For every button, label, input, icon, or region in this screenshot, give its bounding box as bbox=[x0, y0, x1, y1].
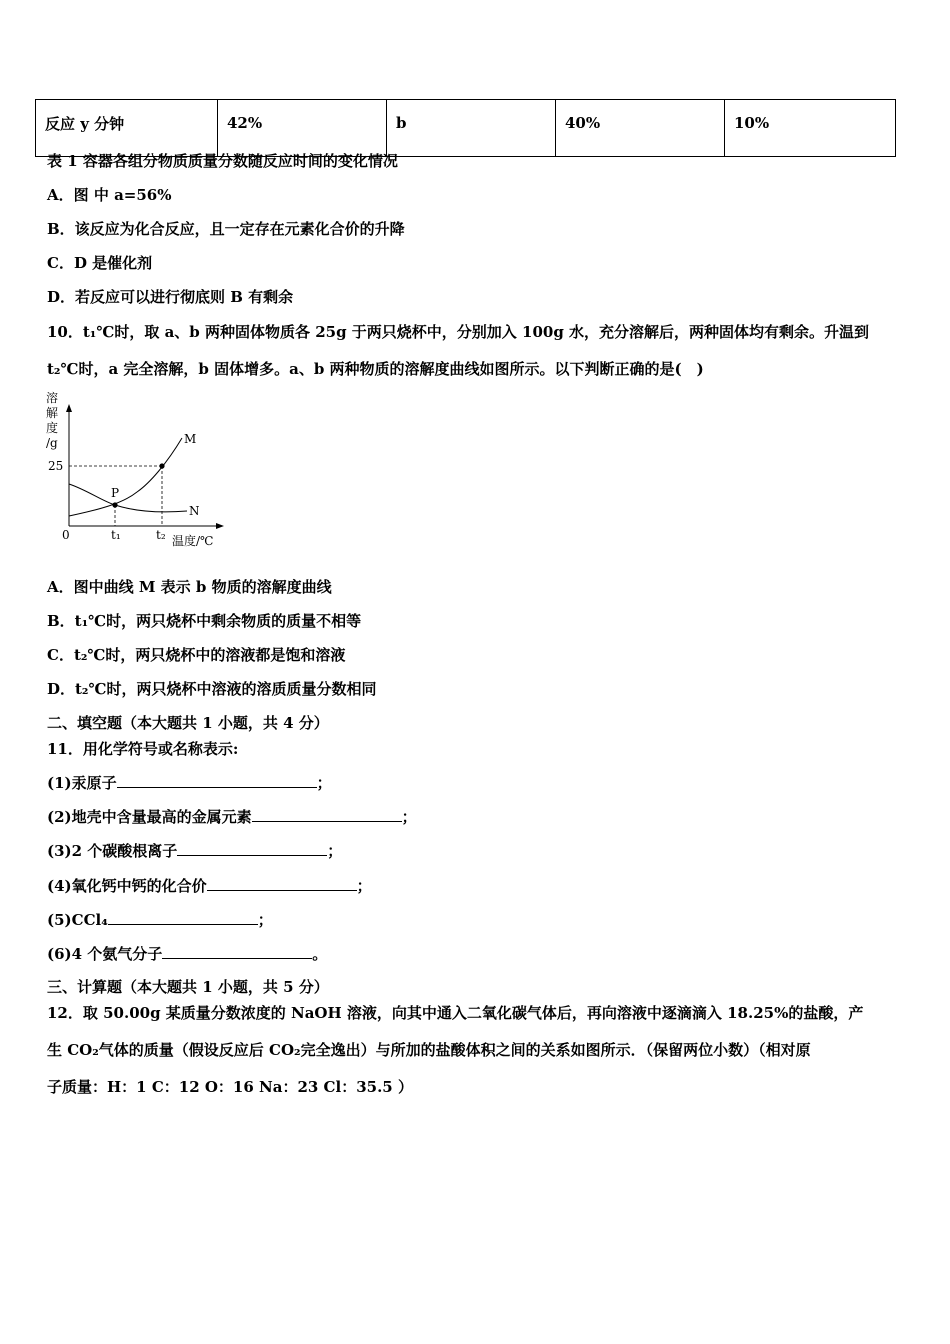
q9-option-d: D．若反应可以进行彻底则 B 有剩余 bbox=[47, 288, 294, 306]
table-cell: 10% bbox=[725, 100, 896, 157]
q12-line1: 12．取 50.00g 某质量分数浓度的 NaOH 溶液，向其中通入二氧化碳气体后，再向溶液中逐滴滴入 18.25%的盐酸，产 bbox=[47, 1004, 864, 1022]
q10-stem-line1: 10．t₁℃时，取 a、b 两种固体物质各 25g 于两只烧杯中，分别加入 100g 水，充分溶解后，两种固体均有剩余。升温到 bbox=[47, 323, 870, 341]
mass-fraction-table bbox=[35, 99, 896, 157]
answer-blank[interactable] bbox=[177, 841, 327, 856]
table-cell: 反应 y 分钟 bbox=[36, 100, 218, 157]
q11-item-3 bbox=[47, 841, 342, 861]
curve-m bbox=[69, 438, 182, 516]
table-caption: 表 1 容器各组分物质质量分数随反应时间的变化情况 bbox=[47, 152, 398, 170]
section2-heading: 二、填空题（本大题共 1 小题，共 4 分） bbox=[47, 714, 329, 732]
solubility-curve-figure bbox=[42, 388, 242, 553]
point-p-label: P bbox=[111, 486, 120, 500]
y-axis-arrow bbox=[66, 404, 72, 412]
table-cell: b bbox=[387, 100, 556, 157]
q10-option-b: B．t₁℃时，两只烧杯中剩余物质的质量不相等 bbox=[47, 612, 362, 630]
q11-item-label: (1)汞原子 bbox=[47, 774, 117, 792]
y-axis-label-char: 解 bbox=[46, 406, 59, 420]
origin-label: 0 bbox=[62, 528, 70, 542]
answer-blank[interactable] bbox=[252, 807, 402, 822]
q11-item-4 bbox=[47, 876, 372, 896]
q11-item-end: ； bbox=[401, 808, 417, 826]
q10-option-c: C．t₂℃时，两只烧杯中的溶液都是饱和溶液 bbox=[47, 646, 346, 664]
curve-m-label: M bbox=[184, 432, 197, 446]
curve-m-point-t2 bbox=[159, 463, 164, 468]
q11-item-5 bbox=[47, 910, 273, 930]
q11-item-end: 。 bbox=[312, 945, 328, 963]
q10-option-d: D．t₂℃时，两只烧杯中溶液的溶质质量分数相同 bbox=[47, 680, 377, 698]
curve-n-label: N bbox=[189, 504, 200, 518]
q11-stem: 11．用化学符号或名称表示: bbox=[47, 740, 239, 758]
q11-item-label: (2)地壳中含量最高的金属元素 bbox=[47, 808, 252, 826]
q9-option-a: A．图 中 a=56% bbox=[47, 186, 172, 204]
section3-heading: 三、计算题（本大题共 1 小题，共 5 分） bbox=[47, 978, 329, 996]
answer-blank[interactable] bbox=[117, 773, 317, 788]
q11-item-end: ； bbox=[257, 911, 273, 929]
table-cell: 40% bbox=[556, 100, 725, 157]
q12-line3: 子质量：H：1 C：12 O：16 Na：23 Cl：35.5 ） bbox=[47, 1078, 413, 1096]
answer-blank[interactable] bbox=[207, 876, 357, 891]
q12-line2: 生 CO₂气体的质量（假设反应后 CO₂完全逸出）与所加的盐酸体积之间的关系如图所示．（保留两位小数）（相对原 bbox=[47, 1041, 811, 1059]
q11-item-2 bbox=[47, 807, 417, 827]
table-row bbox=[36, 100, 896, 157]
x-tick-t2: t₂ bbox=[156, 528, 166, 542]
x-axis-arrow bbox=[216, 523, 224, 529]
x-tick-t1: t₁ bbox=[111, 528, 121, 542]
q9-option-b: B．该反应为化合反应，且一定存在元素化合价的升降 bbox=[47, 220, 405, 238]
y-axis-label-char: /g bbox=[46, 436, 58, 450]
y-tick-25: 25 bbox=[48, 459, 64, 473]
answer-blank[interactable] bbox=[108, 910, 258, 925]
q11-item-end: ； bbox=[327, 842, 343, 860]
answer-blank[interactable] bbox=[162, 944, 312, 959]
q9-option-c: C．D 是催化剂 bbox=[47, 254, 153, 272]
q11-item-label: (4)氧化钙中钙的化合价 bbox=[47, 877, 207, 895]
q11-item-end: ； bbox=[356, 877, 372, 895]
y-axis-label-char: 溶 bbox=[46, 391, 59, 405]
intersection-point-p bbox=[112, 502, 117, 507]
table-cell: 42% bbox=[218, 100, 387, 157]
q11-item-label: (5)CCl₄ bbox=[47, 911, 108, 929]
q11-item-label: (3)2 个碳酸根离子 bbox=[47, 842, 178, 860]
q11-item-end: ； bbox=[316, 774, 332, 792]
x-axis-label: 温度/℃ bbox=[172, 534, 214, 548]
q10-option-a: A．图中曲线 M 表示 b 物质的溶解度曲线 bbox=[47, 578, 332, 596]
y-axis-label-char: 度 bbox=[46, 421, 59, 435]
q11-item-1 bbox=[47, 773, 332, 793]
q11-item-label: (6)4 个氨气分子 bbox=[47, 945, 163, 963]
q10-stem-line2: t₂℃时，a 完全溶解，b 固体增多。a、b 两种物质的溶解度曲线如图所示。以下判断正确的是( ) bbox=[47, 360, 704, 378]
q11-item-6 bbox=[47, 944, 327, 964]
